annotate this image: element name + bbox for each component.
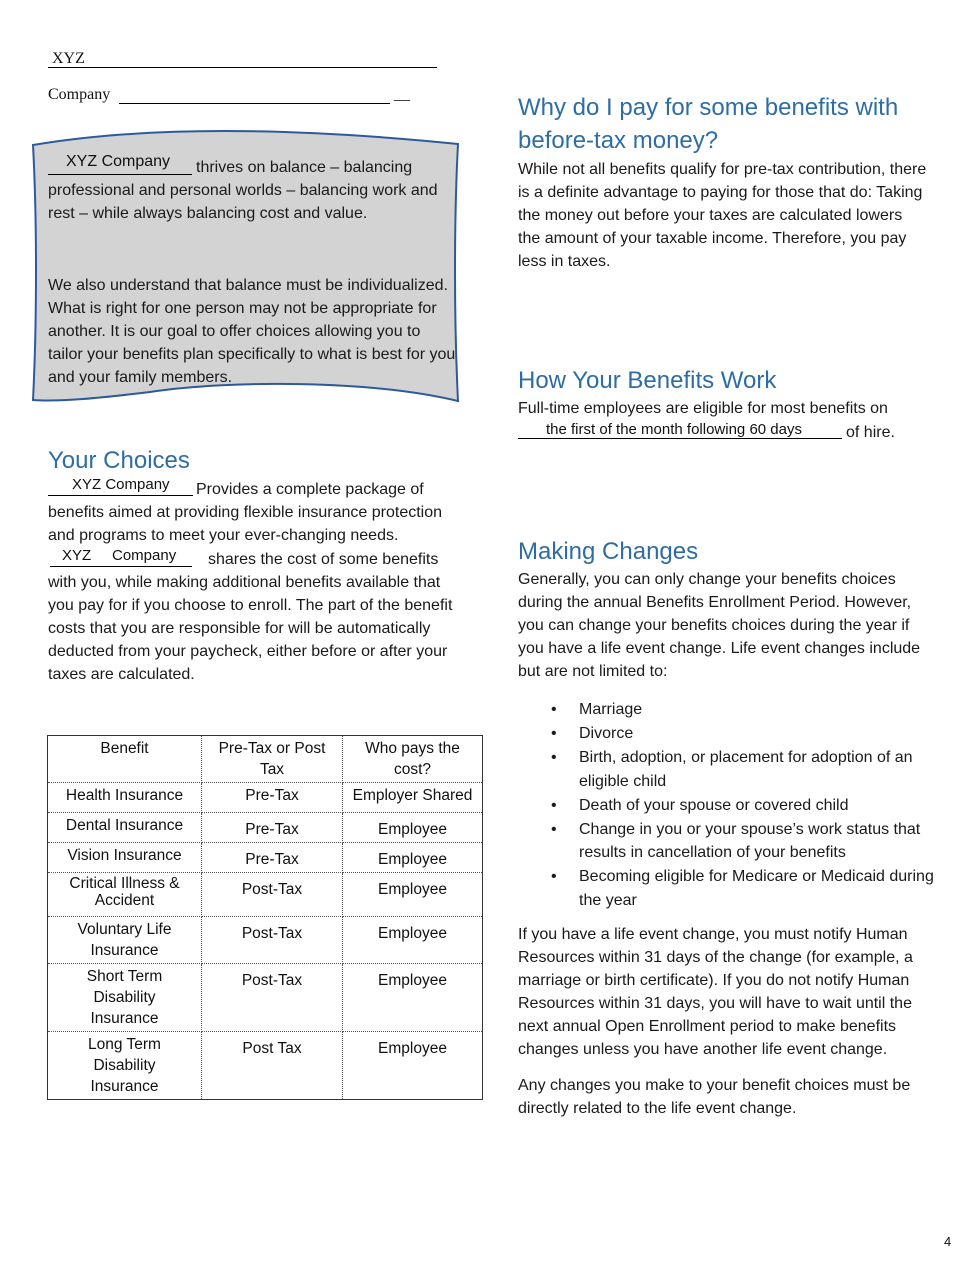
list-item [518, 818, 938, 865]
table-cell-benefit: Health Insurance [48, 783, 202, 813]
table-row [48, 813, 483, 843]
list-item-text: Becoming eligible for Medicare or Medicaid during the year [579, 868, 934, 909]
table-row [48, 964, 483, 1032]
bullet-icon: • [551, 820, 557, 838]
header-company-line [119, 103, 390, 104]
banner-paragraph-2: We also understand that balance must be individualized. What is right for one person may not be appropriate for another. It is our goal to offer choices allowing you to tailor your benefits plan specifically to what is best for you and your family members. [48, 277, 456, 386]
hire-date-fill: the first of the month following 60 days [546, 421, 802, 438]
list-item-text: Death of your spouse or covered child [579, 796, 849, 814]
table-cell-payer: Employee [343, 1032, 483, 1100]
bullet-icon: • [551, 725, 557, 742]
choices-company-fill-2: XYZ Company [62, 547, 177, 564]
table-cell-tax: Pre-Tax [202, 783, 343, 813]
table-header-cell: Pre-Tax or Post Tax [202, 736, 343, 783]
bullet-icon: • [551, 749, 557, 766]
related-paragraph: Any changes you make to your benefit choices must be directly related to the life event change. [518, 1077, 911, 1117]
bullet-icon: • [551, 701, 557, 718]
table-cell-tax: Post-Tax [202, 964, 343, 1032]
list-item-text: Divorce [579, 725, 634, 742]
table-cell-payer: Employer Shared [343, 783, 483, 813]
table-cell-benefit: Critical Illness & Accident [48, 873, 202, 917]
list-item-text: Marriage [579, 701, 643, 718]
pretax-paragraph: While not all benefits qualify for pre-tax contribution, there is a definite advantage to paying for those that do: Taking the money out before your taxes are calculated lowers the amount of your taxable income. Therefore, you pay less in taxes. [518, 161, 927, 270]
how-benefits-heading: How Your Benefits Work [518, 367, 777, 394]
table-cell-tax: Pre-Tax [202, 843, 343, 873]
table-cell-payer: Employee [343, 873, 483, 917]
making-changes-paragraph: Generally, you can only change your benefits choices during the annual Benefits Enrollment Period. However, you can change your benefits choices during the year if you have a life event change. Life event changes include but are not limited to: [518, 571, 921, 680]
benefits-table [47, 735, 483, 1100]
table-header-cell: Who pays the cost? [343, 736, 483, 783]
choices-paragraph-1: Provides a complete package of benefits aimed at providing flexible insurance protection and programs to meet your ever-changing needs. [48, 481, 443, 544]
list-item-text: Change in you or your spouse’s work status that results in cancellation of your benefits [579, 820, 921, 861]
banner-paragraph-1-text: thrives on balance – balancing professional and personal worlds – balancing work and rest – while always balancing cost and value. [48, 159, 438, 222]
header-company-label: Company [48, 86, 111, 103]
table-cell-tax: Post Tax [202, 1032, 343, 1100]
pretax-heading: Why do I pay for some benefits with before-tax money? [518, 94, 899, 154]
table-row [48, 1032, 483, 1100]
making-changes-heading: Making Changes [518, 538, 699, 565]
table-cell-benefit: Long Term Disability Insurance [48, 1032, 202, 1100]
table-header-row [48, 736, 483, 783]
list-item [518, 865, 938, 912]
choices-company-fill-1: XYZ Company [72, 476, 170, 493]
bullet-icon: • [551, 868, 557, 885]
banner-paragraph-1 [48, 156, 452, 225]
table-row [48, 783, 483, 813]
table-cell-payer: Employee [343, 917, 483, 964]
header-xyz-line [48, 67, 437, 68]
list-item [518, 722, 938, 746]
table-cell-payer: Employee [343, 843, 483, 873]
table-row [48, 873, 483, 917]
table-cell-tax: Post-Tax [202, 917, 343, 964]
table-cell-payer: Employee [343, 813, 483, 843]
table-cell-benefit: Vision Insurance [48, 843, 202, 873]
list-item [518, 746, 938, 793]
your-choices-heading: Your Choices [48, 447, 190, 474]
hire-suffix: of hire. [846, 424, 895, 441]
table-row [48, 917, 483, 964]
table-row [48, 843, 483, 873]
header-company-suffix: __ [394, 86, 410, 103]
table-cell-tax: Pre-Tax [202, 813, 343, 843]
table-cell-benefit: Voluntary Life Insurance [48, 917, 202, 964]
bullet-icon: • [551, 796, 557, 814]
list-item [518, 698, 938, 722]
header-xyz-label: XYZ [52, 50, 85, 67]
page-number: 4 [944, 1234, 952, 1249]
list-item [518, 794, 938, 818]
life-event-list [518, 698, 938, 913]
table-cell-tax: Post-Tax [202, 873, 343, 917]
how-benefits-text: Full-time employees are eligible for most benefits on [518, 400, 888, 417]
notify-paragraph: If you have a life event change, you must notify Human Resources within 31 days of the change (for example, a marriage or birth certificate). If you do not notify Human Resources within 31 days, you will have to wait until the next annual Open Enrollment period to make benefits changes unless you have another life event change. [518, 926, 913, 1058]
table-cell-payer: Employee [343, 964, 483, 1032]
table-cell-benefit: Short Term Disability Insurance [48, 964, 202, 1032]
table-header-cell: Benefit [48, 736, 202, 783]
table-cell-benefit: Dental Insurance [48, 813, 202, 843]
list-item-text: Birth, adoption, or placement for adoption of an eligible child [579, 749, 913, 790]
banner-company-fill: XYZ Company [66, 153, 171, 170]
hire-date-line [518, 438, 842, 439]
choices-paragraph-2: shares the cost of some benefits with you, while making additional benefits available that you pay for if you choose to enroll. The part of the benefit costs that you are responsible for will be automatically deducted from your paycheck, either before or after your taxes are calculated. [48, 551, 453, 683]
